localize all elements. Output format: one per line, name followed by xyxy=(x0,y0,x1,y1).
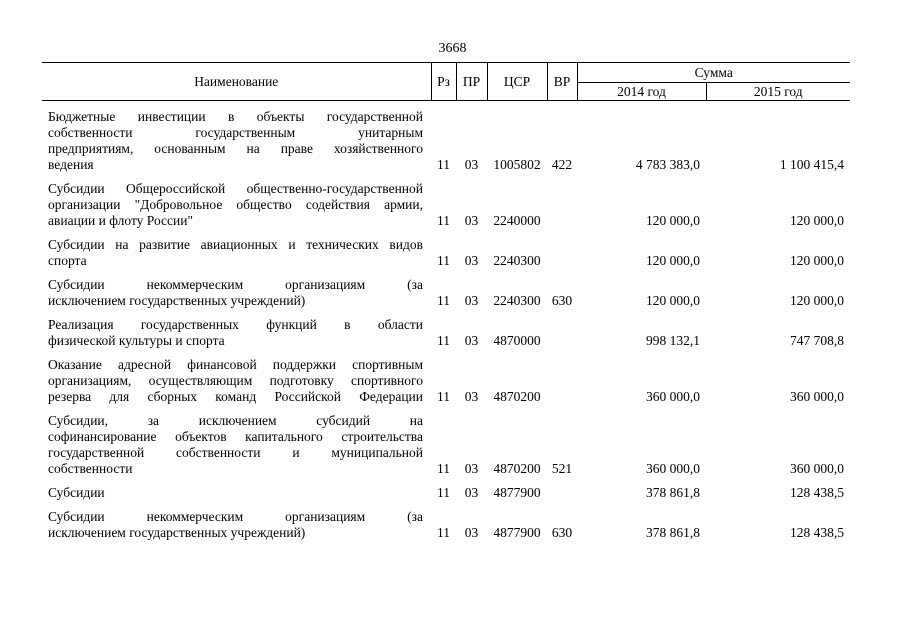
row-name-line: предприятиям, основанным на праве хозяйственного xyxy=(48,141,423,156)
row-sum-2015: 120 000,0 xyxy=(790,253,845,268)
page-number: 3668 xyxy=(438,41,467,56)
row-sum-2014: 378 861,8 xyxy=(646,485,700,500)
row-name-line: Субсидии xyxy=(48,485,105,500)
table-row xyxy=(42,357,850,405)
row-name-line: Субсидии на развитие авиационных и технических видов xyxy=(48,237,423,252)
row-sum-2014: 360 000,0 xyxy=(646,461,700,476)
row-rz: 11 xyxy=(437,461,450,476)
row-name xyxy=(42,485,431,501)
row-sum-2014: 120 000,0 xyxy=(646,213,700,228)
budget-table xyxy=(42,62,850,541)
row-rz: 11 xyxy=(437,333,450,348)
row-csr: 1005802 xyxy=(493,157,541,172)
row-pr: 03 xyxy=(464,293,479,308)
row-sum-2014: 120 000,0 xyxy=(646,293,700,308)
row-name-line: собственности xyxy=(48,461,133,476)
header-sum: Сумма xyxy=(577,63,850,83)
row-name xyxy=(42,509,431,541)
table-row xyxy=(42,485,850,501)
row-vr xyxy=(547,237,577,269)
row-pr: 03 xyxy=(464,525,479,540)
row-vr: 630 xyxy=(551,525,573,540)
row-name-line: Субсидии некоммерческим организациям (за xyxy=(48,277,423,292)
row-spacer xyxy=(42,309,850,317)
row-sum-2015: 747 708,8 xyxy=(790,333,845,348)
table-header xyxy=(42,63,850,101)
table-row xyxy=(42,109,850,173)
row-rz: 11 xyxy=(437,485,450,500)
row-name-line: организации "Добровольное общество содействия армии, xyxy=(48,197,423,212)
row-sum-2014: 378 861,8 xyxy=(646,525,700,540)
header-name: Наименование xyxy=(42,63,431,101)
row-csr: 4877900 xyxy=(493,525,541,540)
row-vr xyxy=(547,181,577,229)
table-row xyxy=(42,181,850,229)
row-csr: 4870000 xyxy=(493,333,541,348)
row-csr: 4870200 xyxy=(493,389,541,404)
row-sum-2014: 360 000,0 xyxy=(646,389,700,404)
row-rz: 11 xyxy=(437,213,450,228)
table-row xyxy=(42,237,850,269)
table-row xyxy=(42,509,850,541)
row-csr: 4870200 xyxy=(493,461,541,476)
row-rz: 11 xyxy=(437,293,450,308)
row-sum-2015: 128 438,5 xyxy=(790,485,845,500)
row-name-line: софинансирование объектов капитального строительства xyxy=(48,429,423,444)
row-csr: 4877900 xyxy=(493,485,541,500)
row-spacer xyxy=(42,101,850,110)
row-name xyxy=(42,109,431,173)
row-name-line: государственной собственности и муниципальной xyxy=(48,445,423,460)
header-year-2015: 2015 год xyxy=(706,83,850,101)
header-pr: ПР xyxy=(456,63,487,101)
row-name-line: спорта xyxy=(48,253,87,268)
row-name-line: Реализация государственных функций в области xyxy=(48,317,423,332)
row-sum-2015: 120 000,0 xyxy=(790,213,845,228)
row-rz: 11 xyxy=(437,157,450,172)
row-spacer xyxy=(42,349,850,357)
row-vr: 521 xyxy=(551,461,573,476)
row-name-line: исключением государственных учреждений) xyxy=(48,525,306,540)
row-vr xyxy=(547,357,577,405)
row-name xyxy=(42,237,431,269)
row-pr: 03 xyxy=(464,157,479,172)
row-sum-2015: 360 000,0 xyxy=(790,461,845,476)
row-pr: 03 xyxy=(464,213,479,228)
row-sum-2015: 120 000,0 xyxy=(790,293,845,308)
row-rz: 11 xyxy=(437,525,450,540)
row-vr: 630 xyxy=(551,293,573,308)
row-pr: 03 xyxy=(464,389,479,404)
row-name-line: физической культуры и спорта xyxy=(48,333,225,348)
row-name xyxy=(42,181,431,229)
row-sum-2014: 4 783 383,0 xyxy=(635,157,700,172)
row-rz: 11 xyxy=(437,389,450,404)
header-year-2014: 2014 год xyxy=(577,83,706,101)
row-name-line: авиации и флоту России" xyxy=(48,213,193,228)
row-vr: 422 xyxy=(551,157,573,172)
header-vr: ВР xyxy=(547,63,577,101)
row-vr xyxy=(547,317,577,349)
row-pr: 03 xyxy=(464,333,479,348)
table-row xyxy=(42,413,850,477)
row-csr: 2240300 xyxy=(493,293,541,308)
row-sum-2014: 998 132,1 xyxy=(646,333,700,348)
row-name-line: резерва для сборных команд Российской Федерации xyxy=(48,389,423,404)
row-name-line: Субсидии Общероссийской общественно-государственной xyxy=(48,181,423,196)
row-name-line: исключением государственных учреждений) xyxy=(48,293,306,308)
row-spacer xyxy=(42,477,850,485)
row-name-line: собственности государственным унитарным xyxy=(48,125,423,140)
table-row xyxy=(42,277,850,309)
row-name-line: ведения xyxy=(48,157,94,172)
row-pr: 03 xyxy=(464,253,479,268)
row-sum-2015: 1 100 415,4 xyxy=(779,157,845,172)
row-spacer xyxy=(42,501,850,509)
row-csr: 2240300 xyxy=(493,253,541,268)
row-spacer xyxy=(42,173,850,181)
row-pr: 03 xyxy=(464,461,479,476)
row-spacer xyxy=(42,269,850,277)
row-name xyxy=(42,277,431,309)
table-body xyxy=(42,101,850,542)
row-name xyxy=(42,317,431,349)
row-name xyxy=(42,357,431,405)
row-csr: 2240000 xyxy=(493,213,541,228)
row-sum-2014: 120 000,0 xyxy=(646,253,700,268)
row-name-line: Субсидии, за исключением субсидий на xyxy=(48,413,423,428)
row-rz: 11 xyxy=(437,253,450,268)
row-name-line: организациям, осуществляющим подготовку спортивного xyxy=(48,373,423,388)
row-name-line: Оказание адресной финансовой поддержки спортивным xyxy=(48,357,423,372)
row-spacer xyxy=(42,405,850,413)
row-sum-2015: 360 000,0 xyxy=(790,389,845,404)
header-csr: ЦСР xyxy=(487,63,547,101)
row-name-line: Субсидии некоммерческим организациям (за xyxy=(48,509,423,524)
row-name xyxy=(42,413,431,477)
row-pr: 03 xyxy=(464,485,479,500)
row-vr xyxy=(547,485,577,501)
header-rz: Рз xyxy=(431,63,456,101)
row-name-line: Бюджетные инвестиции в объекты государственной xyxy=(48,109,423,124)
row-sum-2015: 128 438,5 xyxy=(790,525,845,540)
row-spacer xyxy=(42,229,850,237)
table-row xyxy=(42,317,850,349)
